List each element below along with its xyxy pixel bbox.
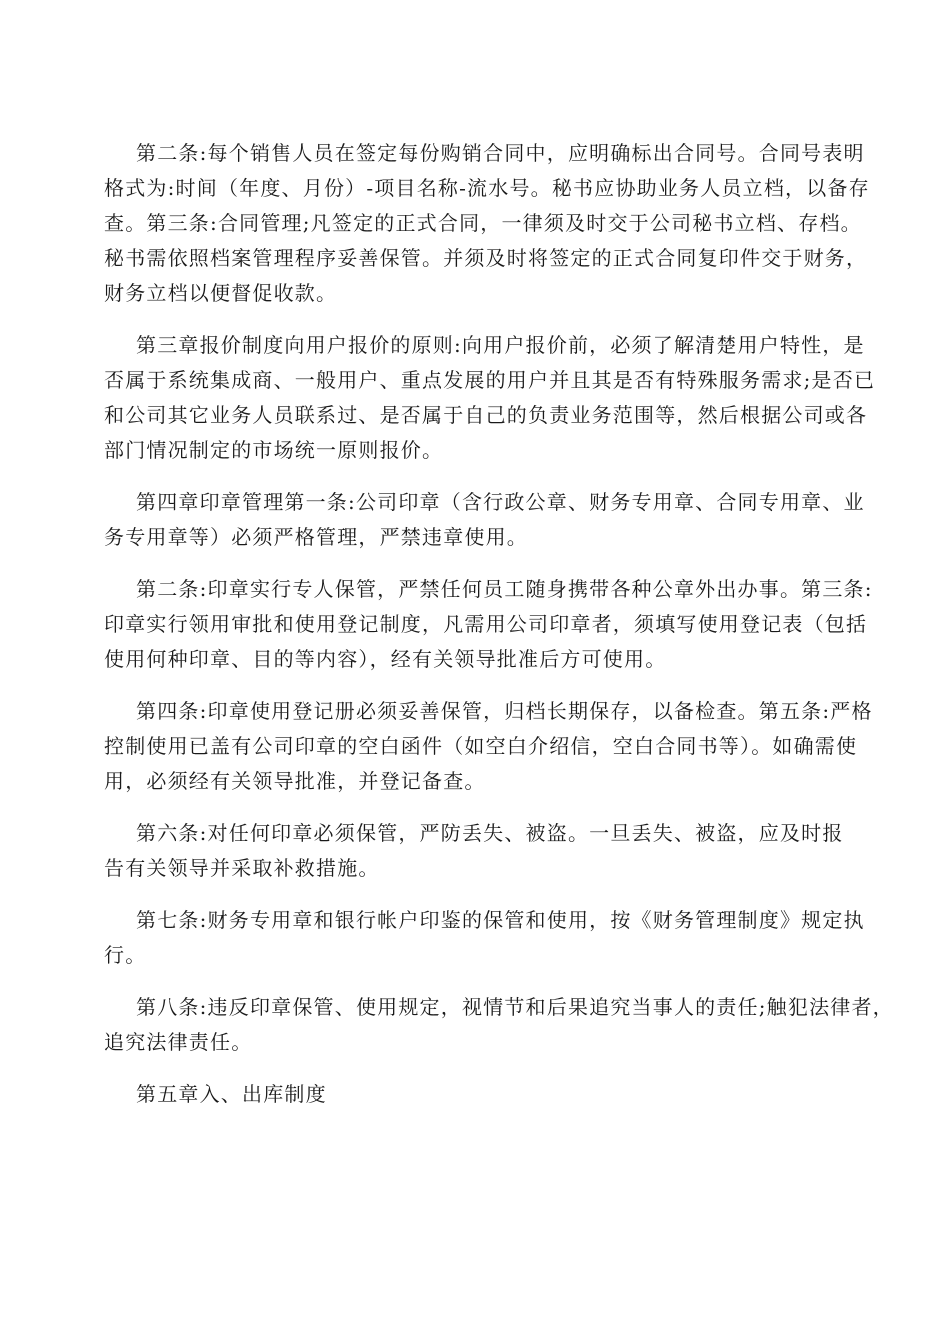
text-line: 和公司其它业务人员联系过、是否属于自己的负责业务范围等，然后根据公司或各 (104, 403, 868, 427)
text-line: 用，必须经有关领导批准，并登记备查。 (104, 769, 486, 793)
paragraph-gap (104, 1060, 856, 1077)
text-line: 控制使用已盖有公司印章的空白函件（如空白介绍信，空白合同书等）。如确需使 (104, 734, 858, 758)
paragraph-seal-management (104, 485, 865, 555)
document-body (104, 136, 894, 1112)
text-line: 财务立档以便督促收款。 (104, 281, 338, 305)
paragraph-gap (104, 468, 856, 485)
text-line: 告有关领导并采取补救措施。 (104, 856, 380, 880)
text-line: 第三章报价制度向用户报价的原则:向用户报价前，必须了解清楚用户特性，是 (136, 333, 865, 357)
text-line: 格式为:时间（年度、月份）-项目名称-流水号。秘书应协助业务人员立档，以备存 (104, 176, 870, 200)
text-line: 第五章入、出库制度 (136, 1082, 327, 1106)
text-line: 追究法律责任。 (104, 1030, 253, 1054)
text-line: 第七条:财务专用章和银行帐户印鉴的保管和使用，按《财务管理制度》规定执 (136, 908, 865, 932)
paragraph-gap (104, 973, 856, 990)
text-line: 第二条:印章实行专人保管，严禁任何员工随身携带各种公章外出办事。第三条: (136, 577, 873, 601)
text-line: 行。 (104, 943, 147, 967)
text-line: 否属于系统集成商、一般用户、重点发展的用户并且其是否有特殊服务需求;是否已 (104, 368, 876, 392)
text-line: 第八条:违反印章保管、使用规定，视情节和后果追究当事人的责任;触犯法律者， (136, 995, 894, 1019)
paragraph-violation (104, 990, 894, 1060)
text-line: 查。第三条:合同管理;凡签定的正式合同，一律须及时交于公司秘书立档、存档。 (104, 211, 862, 235)
paragraph-finance-seal (104, 903, 865, 973)
text-line: 务专用章等）必须严格管理，严禁违章使用。 (104, 525, 528, 549)
paragraph-quotation (104, 328, 876, 468)
text-line: 第二条:每个销售人员在签定每份购销合同中，应明确标出合同号。合同号表明 (136, 141, 865, 165)
paragraph-gap (104, 799, 856, 816)
chapter-heading-warehouse (104, 1077, 856, 1112)
text-line: 使用何种印章、目的等内容），经有关领导批准后方可使用。 (104, 647, 667, 671)
paragraph-gap (104, 311, 856, 328)
paragraph-gap (104, 677, 856, 694)
text-line: 秘书需依照档案管理程序妥善保管。并须及时将签定的正式合同复印件交于财务， (104, 246, 868, 270)
paragraph-gap (104, 886, 856, 903)
paragraph-contract-number (104, 136, 870, 311)
text-line: 第四章印章管理第一条:公司印章（含行政公章、财务专用章、合同专用章、业 (136, 490, 865, 514)
text-line: 第四条:印章使用登记册必须妥善保管，归档长期保存，以备检查。第五条:严格 (136, 699, 873, 723)
text-line: 部门情况制定的市场统一原则报价。 (104, 438, 444, 462)
paragraph-gap (104, 555, 856, 572)
paragraph-seal-register (104, 694, 873, 799)
text-line: 第六条:对任何印章必须保管，严防丢失、被盗。一旦丢失、被盗，应及时报 (136, 821, 844, 845)
text-line: 印章实行领用审批和使用登记制度，凡需用公司印章者，须填写使用登记表（包括 (104, 612, 868, 636)
paragraph-seal-custody (104, 572, 873, 677)
paragraph-seal-loss (104, 816, 856, 886)
